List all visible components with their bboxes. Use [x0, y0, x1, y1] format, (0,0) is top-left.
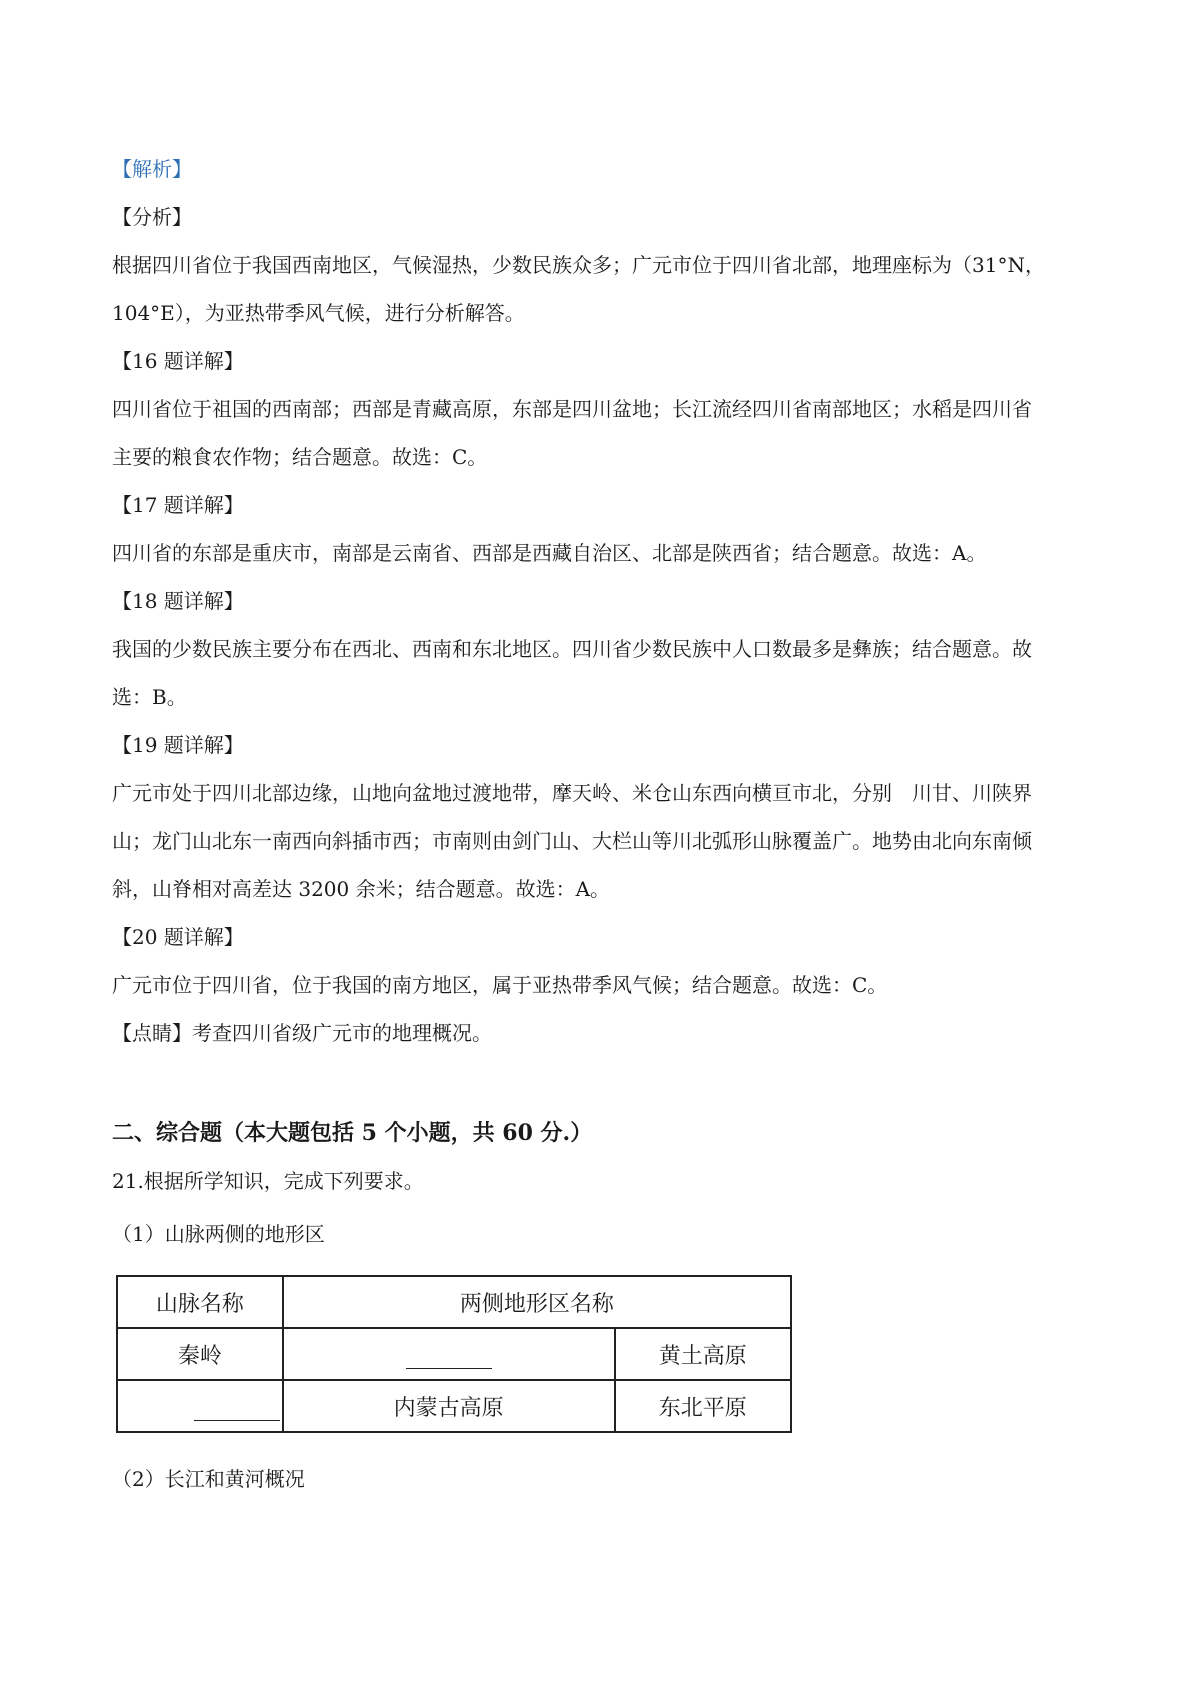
sub-question-2: （2）长江和黄河概况	[112, 1467, 305, 1491]
dianjing-note: 【点睛】考查四川省级广元市的地理概况。	[112, 1021, 492, 1045]
q16-tag: 【16 题详解】	[112, 349, 244, 373]
q20-line-1: 广元市位于四川省，位于我国的南方地区，属于亚热带季风气候；结合题意。故选：C。	[112, 973, 888, 997]
q18-line-2: 选：B。	[112, 685, 187, 709]
fenxi-line-1: 根据四川省位于我国西南地区，气候湿热，少数民族众多；广元市位于四川省北部，地理座标为（31°N，	[112, 253, 1045, 277]
q18-tag: 【18 题详解】	[112, 589, 244, 613]
row2-side1: 内蒙古高原	[283, 1380, 615, 1432]
analysis-tag: 【解析】	[112, 157, 192, 181]
answer-blank[interactable]	[194, 1392, 280, 1421]
q19-line-2: 山；龙门山北东一南西向斜插市西；市南则由剑门山、大栏山等川北弧形山脉覆盖广。地势由北向东南倾	[112, 829, 1032, 853]
row1-side1-blank[interactable]	[283, 1328, 615, 1380]
header-mountain-name: 山脉名称	[117, 1276, 283, 1328]
row1-side2: 黄土高原	[615, 1328, 791, 1380]
table-row	[117, 1380, 791, 1432]
q19-tag: 【19 题详解】	[112, 733, 244, 757]
table-row	[117, 1328, 791, 1380]
answer-blank[interactable]	[406, 1340, 492, 1369]
fenxi-line-2: 104°E），为亚热带季风气候，进行分析解答。	[112, 301, 525, 325]
q17-tag: 【17 题详解】	[112, 493, 244, 517]
table-header-row	[117, 1276, 791, 1328]
row2-side2: 东北平原	[615, 1380, 791, 1432]
row2-mountain-blank[interactable]	[117, 1380, 283, 1432]
q16-line-1: 四川省位于祖国的西南部；西部是青藏高原，东部是四川盆地；长江流经四川省南部地区；水稻是四川省	[112, 397, 1032, 421]
q16-line-2: 主要的粮食农作物；结合题意。故选：C。	[112, 445, 488, 469]
row1-mountain: 秦岭	[117, 1328, 283, 1380]
q20-tag: 【20 题详解】	[112, 925, 244, 949]
q19-line-3: 斜，山脊相对高差达 3200 余米；结合题意。故选：A。	[112, 877, 611, 901]
q17-line-1: 四川省的东部是重庆市，南部是云南省、西部是西藏自治区、北部是陕西省；结合题意。故选：A。	[112, 541, 987, 565]
header-side-regions: 两侧地形区名称	[283, 1276, 791, 1328]
terrain-table	[116, 1275, 792, 1433]
part2-heading: 二、综合题（本大题包括 5 个小题，共 60 分.）	[112, 1120, 593, 1146]
fenxi-tag: 【分析】	[112, 205, 192, 229]
sub-question-1: （1）山脉两侧的地形区	[112, 1222, 325, 1246]
q18-line-1: 我国的少数民族主要分布在西北、西南和东北地区。四川省少数民族中人口数最多是彝族；结合题意。故	[112, 637, 1032, 661]
q19-line-1: 广元市处于四川北部边缘，山地向盆地过渡地带，摩天岭、米仓山东西向横亘市北，分别 川甘、川陕界	[112, 781, 1032, 805]
question-21: 21.根据所学知识，完成下列要求。	[112, 1169, 424, 1193]
